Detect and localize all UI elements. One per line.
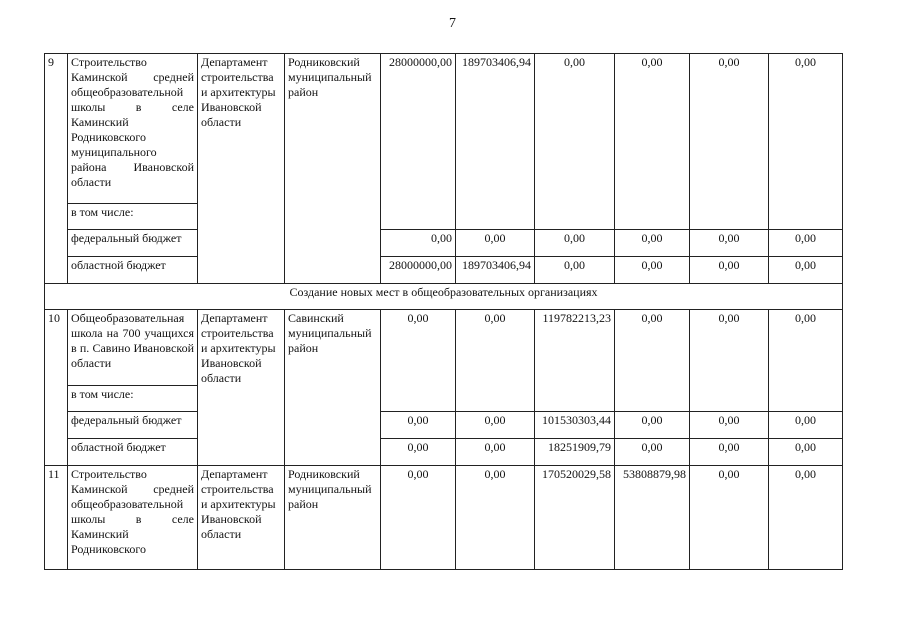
municipality-cell: Савинский муниципальный район xyxy=(285,310,381,466)
section-row xyxy=(45,284,843,310)
value-cell: 0,00 xyxy=(690,230,769,257)
value-cell: 0,00 xyxy=(535,54,615,230)
table-row xyxy=(45,257,843,284)
value-cell: 0,00 xyxy=(456,439,535,466)
budget-table xyxy=(44,53,843,570)
value-cell: 0,00 xyxy=(535,230,615,257)
value-cell: 119782213,23 xyxy=(535,310,615,412)
value-cell: 0,00 xyxy=(381,412,456,439)
object-name: Строительство Каминской средней общеобразовательной школы в селе Каминский Родниковского xyxy=(68,466,198,570)
including-label: в том числе: xyxy=(68,204,198,230)
regional-budget-label: областной бюджет xyxy=(68,439,198,466)
value-cell: 0,00 xyxy=(690,466,769,570)
value-cell: 0,00 xyxy=(690,257,769,284)
section-title: Создание новых мест в общеобразовательных организациях xyxy=(45,284,843,310)
department-cell: Департамент строительства и архитектуры Ивановской области xyxy=(198,54,285,284)
row-number: 9 xyxy=(45,54,68,284)
value-cell: 0,00 xyxy=(381,466,456,570)
value-cell: 0,00 xyxy=(769,310,843,412)
value-cell: 28000000,00 xyxy=(381,54,456,230)
value-cell: 0,00 xyxy=(615,439,690,466)
value-cell: 0,00 xyxy=(769,230,843,257)
department-cell: Департамент строительства и архитектуры Ивановской области xyxy=(198,466,285,570)
value-cell: 0,00 xyxy=(615,310,690,412)
municipality-cell: Родниковский муниципальный район xyxy=(285,466,381,570)
value-cell: 0,00 xyxy=(615,54,690,230)
value-cell: 0,00 xyxy=(535,257,615,284)
value-cell: 0,00 xyxy=(615,257,690,284)
value-cell: 0,00 xyxy=(615,230,690,257)
value-cell: 0,00 xyxy=(769,54,843,230)
row-number: 10 xyxy=(45,310,68,466)
value-cell: 0,00 xyxy=(381,439,456,466)
table-row xyxy=(45,54,843,204)
value-cell: 0,00 xyxy=(456,412,535,439)
value-cell: 18251909,79 xyxy=(535,439,615,466)
value-cell: 0,00 xyxy=(456,310,535,412)
federal-budget-label: федеральный бюджет xyxy=(68,412,198,439)
value-cell: 170520029,58 xyxy=(535,466,615,570)
value-cell: 28000000,00 xyxy=(381,257,456,284)
value-cell: 0,00 xyxy=(690,439,769,466)
value-cell: 101530303,44 xyxy=(535,412,615,439)
value-cell: 0,00 xyxy=(690,310,769,412)
value-cell: 189703406,94 xyxy=(456,54,535,230)
table-row xyxy=(45,230,843,257)
federal-budget-label: федеральный бюджет xyxy=(68,230,198,257)
value-cell: 0,00 xyxy=(456,230,535,257)
object-name: Общеобразовательная школа на 700 учащихся в п. Савино Ивановской области xyxy=(68,310,198,386)
value-cell: 0,00 xyxy=(456,466,535,570)
page-number: 7 xyxy=(449,16,456,31)
table-row xyxy=(45,466,843,570)
value-cell: 0,00 xyxy=(769,466,843,570)
row-number: 11 xyxy=(45,466,68,570)
value-cell: 0,00 xyxy=(769,257,843,284)
regional-budget-label: областной бюджет xyxy=(68,257,198,284)
value-cell: 0,00 xyxy=(381,230,456,257)
municipality-cell: Родниковский муниципальный район xyxy=(285,54,381,284)
table-row xyxy=(45,439,843,466)
value-cell: 189703406,94 xyxy=(456,257,535,284)
including-label: в том числе: xyxy=(68,386,198,412)
table-row xyxy=(45,310,843,386)
value-cell: 0,00 xyxy=(769,439,843,466)
object-name: Строительство Каминской средней общеобразовательной школы в селе Каминский Родниковского муниципального района Ивановской области xyxy=(68,54,198,204)
value-cell: 0,00 xyxy=(690,54,769,230)
value-cell: 53808879,98 xyxy=(615,466,690,570)
department-cell: Департамент строительства и архитектуры Ивановской области xyxy=(198,310,285,466)
table-row xyxy=(45,412,843,439)
value-cell: 0,00 xyxy=(381,310,456,412)
value-cell: 0,00 xyxy=(615,412,690,439)
value-cell: 0,00 xyxy=(769,412,843,439)
value-cell: 0,00 xyxy=(690,412,769,439)
